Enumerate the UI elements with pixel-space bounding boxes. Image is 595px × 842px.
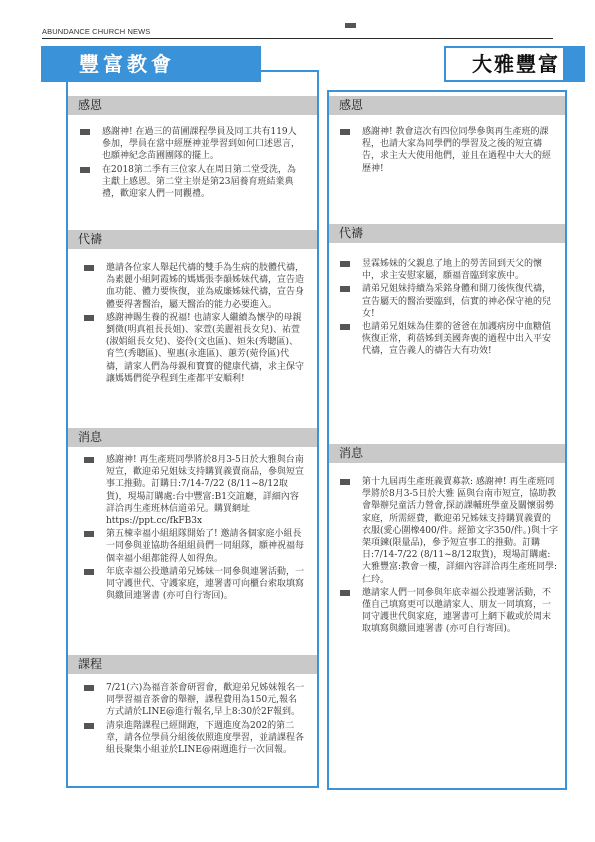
left-courses-list — [84, 682, 306, 757]
list-item: 感謝神! 再生產班同學將於8月3-5日於大雅與台南短宣，歡迎弟兄姐妹支持購買義賣商品，參與短宣事工推動。訂購日:7/14-7/22 (8/11~8/12取貨)，現場訂購處:台中豐富:B1交誼廳，詳細內容詳洽再生產班林信道弟兄。購買網址https://ppt.cc/fkFB3x — [84, 454, 304, 527]
left-section-title-courses: 課程 — [68, 655, 317, 674]
left-banner: 豐富教會 — [41, 46, 261, 82]
left-thanks-list — [80, 126, 302, 201]
list-item: 在2018第二季有三位家人在周日第二堂受洗，為主獻上感恩。第二堂主崇是第23屆養育班結業典禮，歡迎家人們一同觀禮。 — [80, 164, 302, 201]
list-item: 感謝神! 教會這次有四位同學參與再生產班的課程，也請大家為同學們的學習及之後的短宣禱告，求主大大使用他們，並且在過程中大大的經歷神! — [340, 126, 558, 175]
left-section-title-news: 消息 — [68, 428, 317, 447]
left-section-title-prayer: 代禱 — [68, 230, 317, 249]
header-mark — [345, 23, 356, 28]
right-thanks-list — [340, 126, 558, 176]
left-news-list — [84, 454, 304, 603]
list-item: 也請弟兄姐妹為佳蓁的爸爸在加護病房中血糖值恢復正常，莉蓓姊到美國奔喪的過程中出入平安代禱，宣告義人的禱告大有功效! — [340, 321, 558, 358]
list-item: 感謝神! 在過三的苗圃課程學員及同工共有119人參加，學員在當中經歷神並學習到如何口述恩言，也願神紀念苗圃團隊的擺上。 — [80, 126, 302, 163]
list-item: 第五棟幸福小組組隊開始了! 邀請各個家庭小組長一同參與並協助各組組員們一同組隊，願神祝福每個幸福小組都能得人如得魚。 — [84, 528, 304, 565]
newsletter-header: ABUNDANCE CHURCH NEWS — [42, 27, 151, 36]
left-section-title-thanks: 感恩 — [68, 96, 317, 115]
list-item: 邀請各位家人舉起代禱的雙手為生病的肢體代禱，為素麗小組阿霞姊的媽媽張李韻姊妹代禱，宣告造血功能、體力要恢復，並為威廉姊妹代禱，宣告身體要得著醫治，屬天醫治的能力必要進入。 — [84, 262, 304, 311]
left-prayer-list — [84, 262, 304, 386]
right-banner-tab — [563, 46, 585, 82]
list-item: 7/21(六)為福音茶會研習會，歡迎弟兄姊妹報名一同學習福音茶會的舉辦，課程費用為150元,報名方式請於LINE@進行報名,早上8:30於2F報到。 — [84, 682, 306, 719]
right-column-frame — [327, 90, 567, 790]
right-section-title-news: 消息 — [329, 444, 565, 463]
list-item: 清泉進階課程已經開跑，下週進度為202的第二章，請各位學員分組後依照進度學習，並請課程各組長聚集小組並於LINE@兩週進行一次回報。 — [84, 720, 306, 757]
right-news-list — [340, 476, 558, 637]
list-item: 感謝神賜生養的祝福! 也請家人繼續為懷孕的母親劉微(明真祖長長姐)、家萱(美麗祖長女兒)、祐萱(淑娟組長女兒)、姿伶(文也區)、姮朱(秀聰區)、育竺(秀聰區)、聖惠(永進區)、蕙芳(菀伶區)代禱，請家人們為母親和寶寶的健康代禱，求主保守讓媽媽們從孕程到生產都平安順利! — [84, 312, 304, 385]
right-banner: 大雅豐富 — [444, 46, 572, 82]
right-section-title-prayer: 代禱 — [329, 224, 565, 243]
right-section-title-thanks: 感恩 — [329, 96, 565, 115]
list-item: 年底幸福公投邀請弟兄姊妹一同參與連署活動，一同守護世代、守護家庭，連署書可向櫃台索取填寫與繳回連署書 (亦可自行寄回)。 — [84, 566, 304, 603]
list-item: 請弟兄姐妹持續為采銘身體和開刀後恢復代禱，宣告屬天的醫治要臨到，信實的神必保守祂的兒女! — [340, 283, 558, 320]
list-item: 第十九屆再生產班義賣募款: 感謝神! 再生產班同學將於8月3-5日於大雅 區與台南市短宣，協助教會舉辦兒童活力營會,探訪課輔班學童及關懷弱勢家庭，所需經費，歡迎弟兄姊妹支持購買義賣的衣服(愛心圍橡400/件。經節文字350/件。)與十字架項鍊(限量品)，參予短宣事工的推動。訂購日:7/14-7/22 (8/11~8/12取貨)，現場訂購處:大雅豐富:教會一樓，詳細內容詳洽再生產班同學:仁玲。 — [340, 476, 558, 586]
list-item: 昱霖姊妹的父親息了地上的勞苦回到天父的懷中，求主安慰家屬，願福音臨到家族中。 — [340, 258, 558, 282]
right-prayer-list — [340, 258, 558, 359]
header-rule — [42, 38, 553, 39]
list-item: 邀請家人們一同參與年底幸福公投連署活動，不僅自己填寫更可以邀請家人、朋友一同填寫，一同守護世代與家庭，連署書可上網下載或於周末取填寫與繳回連署書 (亦可自行寄回)。 — [340, 587, 558, 636]
